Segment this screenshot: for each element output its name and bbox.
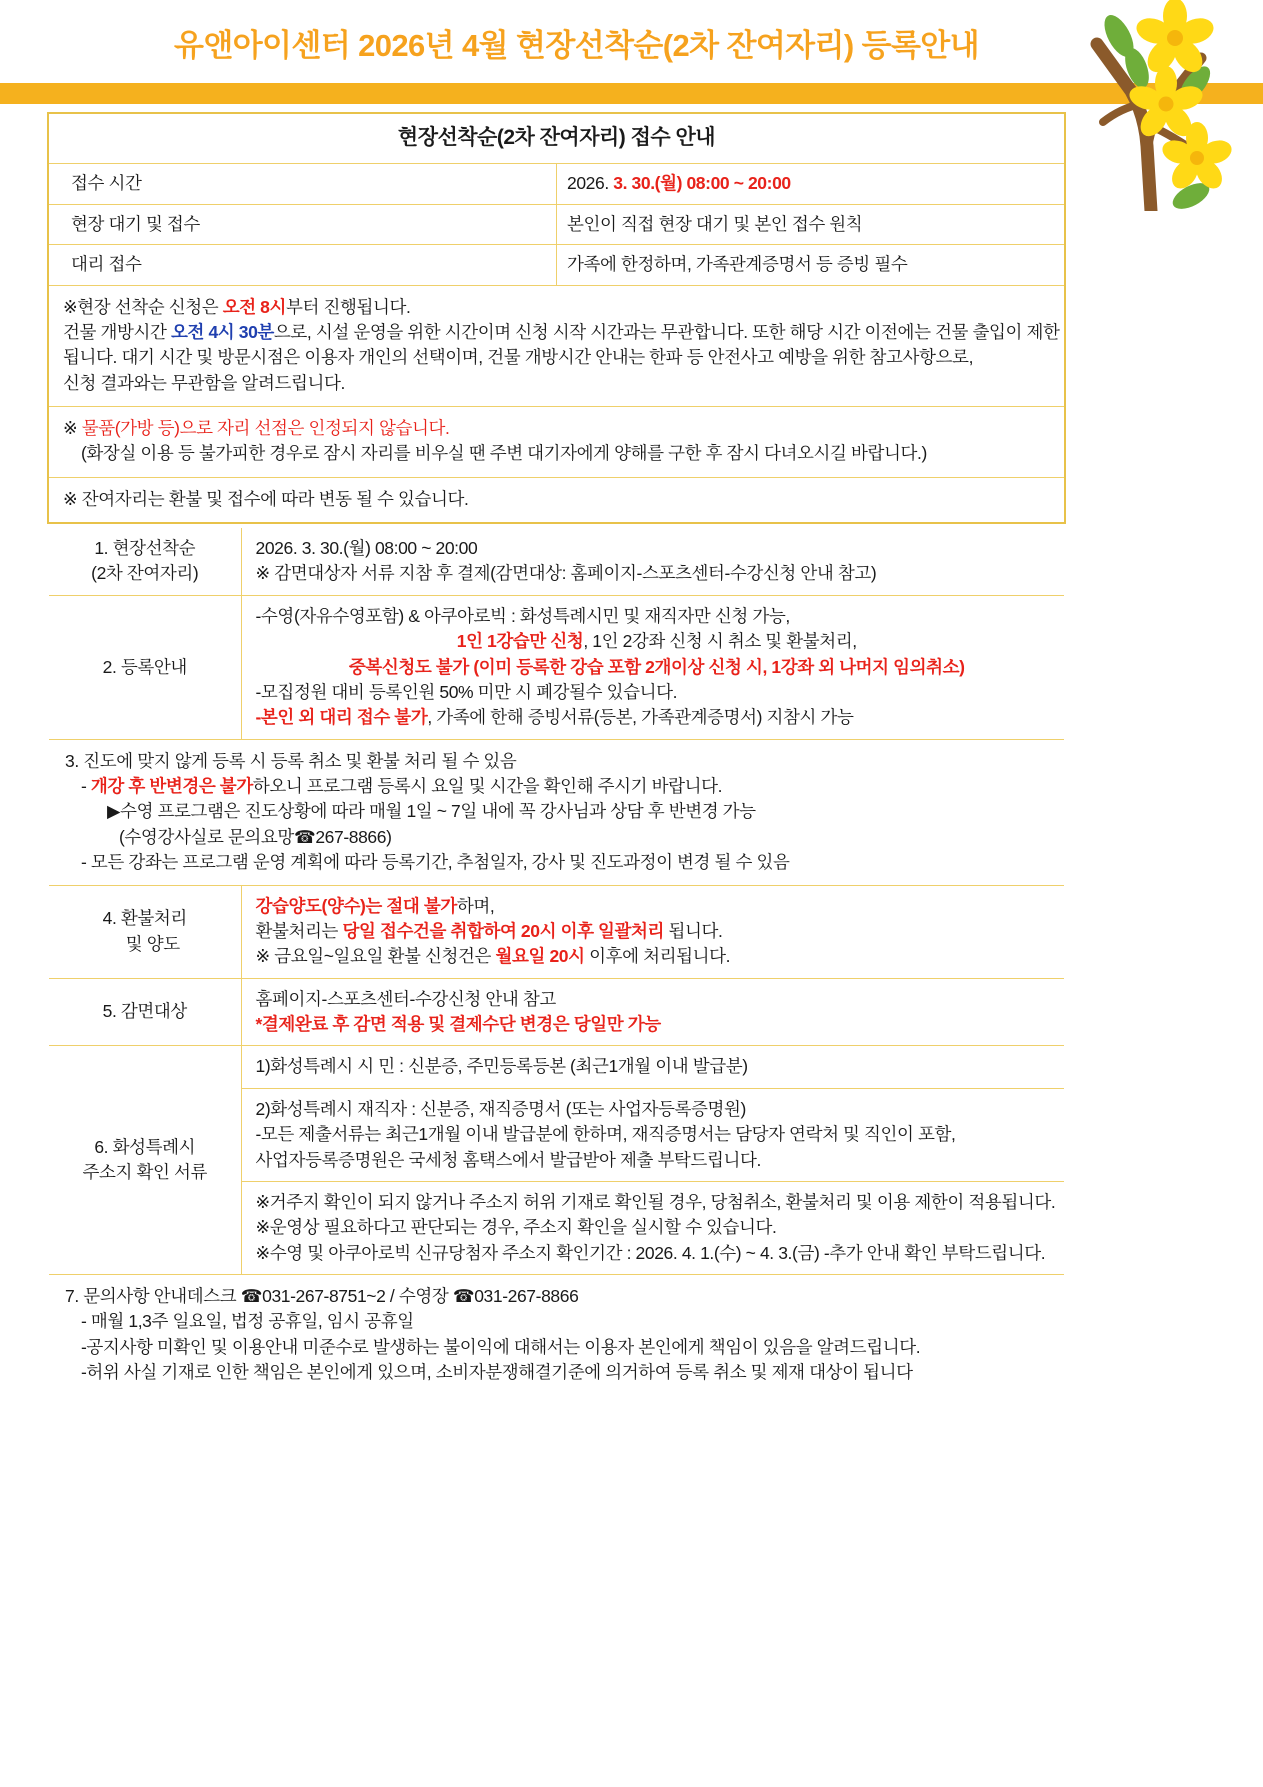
label-onsite-wait: 현장 대기 및 접수: [48, 204, 557, 244]
onsite-firstcome-line-0: [256, 536, 1059, 561]
table1-note-1-line-0: [63, 416, 1050, 441]
body-address-docs-citizen: [241, 1046, 1065, 1088]
level-mismatch-line-1: [65, 774, 1058, 799]
contact-info-line-0: [65, 1284, 1058, 1309]
onsite-firstcome-line-1-seg-0: ※ 감면대상자 서류 지참 후 결제(감면대상: 홈페이지-스포츠센터-수강신청 안내 참고): [255, 563, 877, 584]
refund-transfer-line-0: [256, 894, 1059, 919]
table1-note-0-line-1-seg-0: 건물 개방시간: [63, 321, 171, 342]
level-mismatch-line-0-seg-0: 3. 진도에 맞지 않게 등록 시 등록 취소 및 환불 처리 될 수 있음: [65, 750, 517, 771]
address-docs-employee-line-2-seg-0: 사업자등록증명원은 국세청 홈택스에서 발급받아 제출 부탁드립니다.: [255, 1149, 761, 1170]
label-onsite-firstcome-l1: 1. 현장선착순: [94, 538, 196, 558]
body-onsite-firstcome: [241, 527, 1065, 595]
label-onsite-firstcome-l2: (2차 잔여자리): [91, 563, 199, 584]
table1-row-time: [48, 164, 1065, 204]
registration-guide-line-2: [256, 655, 1059, 680]
note-opening-hours: [48, 285, 1065, 407]
registration-guide-line-2-seg-0: 중복신청도 불가 (이미 등록한 강습 포함 2개이상 신청 시, 1강좌 외 나머지 임의취소): [348, 656, 965, 677]
label-refund-transfer-l2: 및 양도: [125, 933, 180, 954]
address-docs-notes-line-2-seg-0: ※수영 및 아쿠아로빅 신규당첨자 주소지 확인기간 : 2026. 4. 1.(수) ~ 4. 3.(금) -추가 안내 확인 부탁드립니다.: [255, 1242, 1046, 1263]
table1-note-1-line-1-seg-0: (화장실 이용 등 불가피한 경우로 잠시 자리를 비우실 땐 주변 대기자에게 양해를 구한 후 잠시 다녀오시길 바랍니다.): [81, 443, 927, 464]
label-onsite-firstcome: [48, 527, 241, 595]
table1-row-proxy: [48, 245, 1065, 285]
address-docs-employee-line-1: [256, 1122, 1059, 1147]
table1-note-1-line-0-seg-1: 물품(가방 등)으로 자리 선점은 인정되지 않습니다.: [81, 418, 450, 439]
value-onsite-wait: 본인이 직접 현장 대기 및 본인 접수 원칙: [557, 204, 1066, 244]
contact-info-line-3-seg-0: -허위 사실 기재로 인한 책임은 본인에게 있으며, 소비자분쟁해결기준에 의거하여 등록 취소 및 제재 대상이 됩니다: [81, 1362, 913, 1383]
registration-details-table: [47, 526, 1066, 1397]
level-mismatch-line-0: [65, 749, 1058, 774]
body-address-docs-notes: [241, 1181, 1065, 1274]
address-docs-employee-line-1-seg-0: -모든 제출서류는 최근1개월 이내 발급분에 한하며, 재직증명서는 담당자 연락처 및 직인이 포함,: [255, 1124, 956, 1145]
refund-transfer-line-0-seg-0: 강습양도(양수)는 절대 불가: [255, 895, 457, 916]
body-discount-target: [241, 978, 1065, 1046]
contact-info-line-2: [65, 1335, 1058, 1360]
table1-note-0-line-0-seg-0: ※현장 선착순 신청은: [63, 296, 223, 317]
registration-guide-line-3: [256, 680, 1059, 705]
level-mismatch-line-1-seg-2: 하오니 프로그램 등록시 요일 및 시간을 확인해 주시기 바랍니다.: [252, 776, 723, 796]
discount-target-line-0-seg-0: 홈페이지-스포츠센터-수강신청 안내 참고: [255, 988, 556, 1009]
level-mismatch-line-4: [65, 850, 1058, 875]
registration-guide-line-0-seg-0: -수영(자유수영포함) & 아쿠아로빅 : 화성특례시민 및 재직자만 신청 가능,: [255, 605, 790, 626]
row-registration-guide: [48, 595, 1065, 739]
contact-info-line-2-seg-0: -공지사항 미확인 및 이용안내 미준수로 발생하는 불이익에 대해서는 이용자 본인에게 책임이 있음을 알려드립니다.: [81, 1336, 921, 1357]
refund-transfer-line-2-seg-2: 이후에 처리됩니다.: [584, 946, 731, 967]
address-docs-citizen-line-0: [256, 1054, 1059, 1079]
table1-note-row-2: [48, 407, 1065, 478]
table1-title: 현장선착순(2차 잔여자리) 접수 안내: [48, 113, 1065, 164]
table1-note-0-line-1-seg-1: 오전 4시 30분: [170, 321, 274, 342]
label-registration-guide: 2. 등록안내: [48, 595, 241, 739]
refund-transfer-line-1-seg-1: 당일 접수건을 취합하여 20시 이후 일괄처리: [342, 920, 665, 941]
table1-note-0-line-0-seg-1: 오전 8시: [222, 296, 287, 317]
level-mismatch-line-1-seg-1: 개강 후 반변경은 불가: [90, 776, 253, 796]
level-mismatch-line-3: [65, 825, 1058, 850]
label-reception-time: 접수 시간: [48, 164, 557, 204]
table1-row-onsite: [48, 204, 1065, 244]
row-contact-info: [48, 1275, 1065, 1396]
body-address-docs-employee: [241, 1088, 1065, 1181]
contact-info-line-1-seg-0: - 매월 1,3주 일요일, 법정 공휴일, 임시 공휴일: [81, 1311, 414, 1332]
page-header: [0, 0, 1263, 104]
body-registration-guide: [241, 595, 1065, 739]
body-level-mismatch: [48, 739, 1065, 885]
address-docs-employee-line-0-seg-0: 2)화성특례시 재직자 : 신분증, 재직증명서 (또는 사업자등록증명원): [255, 1098, 746, 1119]
table1-note-row-3: [48, 477, 1065, 523]
level-mismatch-line-4-seg-0: - 모든 강좌는 프로그램 운영 계획에 따라 등록기간, 추첨일자, 강사 및 진도과정이 변경 될 수 있음: [81, 852, 790, 873]
registration-guide-line-3-seg-0: -모집정원 대비 등록인원 50% 미만 시 폐강될수 있습니다.: [255, 681, 678, 702]
level-mismatch-line-3-seg-0: (수영강사실로 문의요망☎267-8866): [119, 826, 392, 847]
onsite-firstcome-line-0-seg-0: 2026. 3. 30.(월) 08:00 ~ 20:00: [255, 538, 478, 558]
table1-note-row-1: [48, 285, 1065, 407]
address-docs-notes-line-0-seg-0: ※거주지 확인이 되지 않거나 주소지 허위 기재로 확인될 경우, 당첨취소, 환불처리 및 이용 제한이 적용됩니다.: [255, 1191, 1056, 1212]
label-proxy-reception: 대리 접수: [48, 245, 557, 285]
page-title: 유앤아이센터 2026년 4월 현장선착순(2차 잔여자리) 등록안내: [174, 28, 979, 63]
address-docs-notes-line-0: [256, 1190, 1059, 1215]
contact-info-line-0-seg-0: 7. 문의사항 안내데스크 ☎031-267-8751~2 / 수영장 ☎031-267-8866: [65, 1286, 579, 1306]
address-docs-citizen-line-0-seg-0: 1)화성특례시 시 민 : 신분증, 주민등록등본 (최근1개월 이내 발급분): [255, 1056, 748, 1077]
refund-transfer-line-1-seg-0: 환불처리는: [255, 920, 343, 941]
table1-note-0-line-0-seg-2: 부터 진행됩니다.: [286, 296, 411, 317]
reception-info-table: [47, 112, 1066, 524]
reception-time-red: 3. 30.(월) 08:00 ~ 20:00: [613, 173, 791, 194]
registration-guide-line-4-seg-0: -본인 외 대리 접수 불가: [255, 707, 428, 728]
address-docs-employee-line-0: [256, 1097, 1059, 1122]
registration-guide-line-0: [256, 604, 1059, 629]
refund-transfer-line-0-seg-1: 하며,: [456, 895, 495, 916]
table1-note-2-line-0-seg-0: ※ 잔여자리는 환불 및 접수에 따라 변동 될 수 있습니다.: [63, 488, 469, 509]
contact-info-line-1: [65, 1309, 1058, 1334]
address-docs-notes-line-2: [256, 1241, 1059, 1266]
refund-transfer-line-2: [256, 944, 1059, 969]
reception-time-prefix: 2026.: [567, 173, 609, 194]
registration-guide-line-4-seg-1: , 가족에 한해 증빙서류(등본, 가족관계증명서) 지참시 가능: [427, 707, 854, 728]
registration-guide-line-1: [256, 629, 1059, 654]
label-refund-transfer-l1: 4. 환불처리: [102, 908, 187, 929]
table1-note-0-line-3: [63, 371, 1050, 396]
discount-target-line-1-seg-0: *결제완료 후 감면 적용 및 결제수단 변경은 당일만 가능: [255, 1014, 661, 1034]
reception-info-table-wrap: [47, 112, 1066, 524]
label-discount-target: 5. 감면대상: [48, 978, 241, 1046]
registration-guide-line-4: [256, 705, 1059, 730]
address-docs-notes-line-1: [256, 1215, 1059, 1240]
table1-note-0-line-1-seg-2: 으로, 시설 운영을 위한 시간이며 신청 시작 시간과는 무관합니다. 또한 해당 시간 이전에는 건물 출입이 제한: [273, 321, 1060, 342]
refund-transfer-line-2-seg-1: 월요일 20시: [495, 946, 585, 967]
address-docs-notes-line-1-seg-0: ※운영상 필요하다고 판단되는 경우, 주소지 확인을 실시할 수 있습니다.: [255, 1217, 777, 1238]
note-remaining-seats: [48, 477, 1065, 523]
table1-note-0-line-1: [63, 320, 1060, 345]
row-refund-transfer: [48, 885, 1065, 978]
value-proxy-reception: 가족에 한정하며, 가족관계증명서 등 증빙 필수: [557, 245, 1066, 285]
onsite-firstcome-line-1: [256, 561, 1059, 586]
table1-note-0-line-2: [63, 345, 1050, 370]
label-address-docs: [48, 1046, 241, 1275]
registration-guide-line-1-seg-0: 1인 1강습만 신청: [456, 631, 584, 652]
registration-details-table-wrap: [47, 526, 1066, 1397]
refund-transfer-line-1-seg-2: 됩니다.: [664, 920, 723, 941]
contact-info-line-3: [65, 1360, 1058, 1385]
table1-note-0-line-0: [63, 295, 1050, 320]
discount-target-line-0: [256, 987, 1059, 1012]
body-refund-transfer: [241, 885, 1065, 978]
note-no-item-placeholding: [48, 407, 1065, 478]
registration-guide-line-1-seg-1: , 1인 2강좌 신청 시 취소 및 환불처리,: [583, 631, 857, 652]
level-mismatch-line-2: [65, 799, 1058, 824]
row-level-mismatch: [48, 739, 1065, 885]
label-refund-transfer: [48, 885, 241, 978]
level-mismatch-line-1-seg-0: -: [81, 776, 91, 796]
table1-title-row: [48, 113, 1065, 164]
table1-note-0-line-3-seg-0: 신청 결과와는 무관함을 알려드립니다.: [63, 372, 345, 393]
table1-note-1-line-1: [63, 441, 1050, 466]
table1-note-2-line-0: [63, 487, 1050, 512]
discount-target-line-1: [256, 1012, 1059, 1037]
table1-note-0-line-2-seg-0: 됩니다. 대기 시간 및 방문시점은 이용자 개인의 선택이며, 건물 개방시간 안내는 한파 등 안전사고 예방을 위한 참고사항으로,: [63, 347, 974, 368]
header-accent-bar: [0, 83, 1263, 104]
value-reception-time: [557, 164, 1066, 204]
address-docs-employee-line-2: [256, 1148, 1059, 1173]
refund-transfer-line-1: [256, 919, 1059, 944]
level-mismatch-line-2-seg-0: ▶수영 프로그램은 진도상황에 따라 매월 1일 ~ 7일 내에 꼭 강사님과 상담 후 반변경 가능: [107, 801, 756, 822]
body-contact-info: [48, 1275, 1065, 1396]
row-onsite-firstcome: [48, 527, 1065, 595]
label-address-docs-l1: 6. 화성특례시: [94, 1136, 196, 1157]
row-discount-target: [48, 978, 1065, 1046]
refund-transfer-line-2-seg-0: ※ 금요일~일요일 환불 신청건은: [255, 946, 496, 967]
label-address-docs-l2: 주소지 확인 서류: [82, 1162, 207, 1183]
row-address-docs-1: [48, 1046, 1065, 1088]
table1-note-1-line-0-seg-0: ※: [63, 418, 82, 439]
